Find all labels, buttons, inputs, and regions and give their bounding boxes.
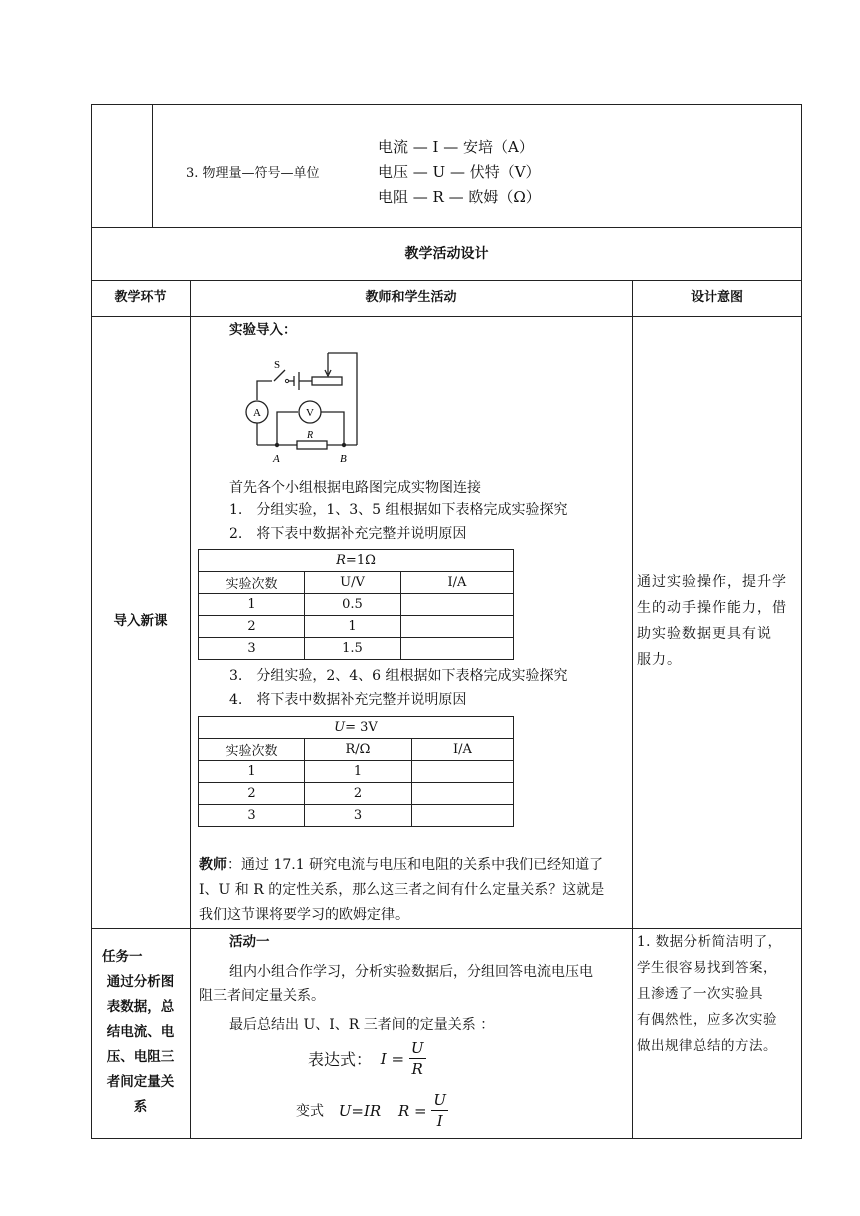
table2-title-symbol: U xyxy=(334,720,346,735)
step-1: 1. 分组实验，1、3、5 组根据如下表格完成实验探究 xyxy=(229,502,568,518)
activity-heading: 活动一 xyxy=(229,934,270,950)
table1-header: U/V xyxy=(305,572,401,594)
teacher-label: 教师 xyxy=(199,857,227,873)
task-line: 压、电阻三 xyxy=(106,1049,175,1065)
table1-cell: 1 xyxy=(305,616,401,638)
voltage-row: 电压 — U — 伏特（V） xyxy=(378,163,541,181)
formula-label: 表达式： xyxy=(308,1050,373,1069)
table1-title xyxy=(199,550,514,572)
activity-para-2: 阻三者间定量关系。 xyxy=(199,988,325,1004)
top-divider xyxy=(152,104,153,228)
table2-header: R/Ω xyxy=(305,739,412,761)
table1-header: I/A xyxy=(401,572,514,594)
intent-line: 服力。 xyxy=(637,652,682,668)
task-line: 表数据，总 xyxy=(106,999,175,1015)
intent-line: 生的动手操作能力，借 xyxy=(637,600,787,616)
intent-line: 学生很容易找到答案， xyxy=(637,960,777,976)
table2-header: I/A xyxy=(412,739,514,761)
step-4: 4. 将下表中数据补充完整并说明原因 xyxy=(229,692,467,708)
table2-title xyxy=(199,717,514,739)
table1-cell: 1.5 xyxy=(305,638,401,660)
table2-cell: 3 xyxy=(305,805,412,827)
table2-cell: 3 xyxy=(199,805,305,827)
point-a-label: A xyxy=(273,453,280,465)
task-line: 通过分析图 xyxy=(106,974,175,990)
experiment-heading: 实验导入： xyxy=(229,322,297,338)
intent-line: 且渗透了一次实验具 xyxy=(637,986,763,1002)
intent-line: 做出规律总结的方法。 xyxy=(637,1038,777,1054)
intent-line: 助实验数据更具有说 xyxy=(637,626,772,642)
step-2: 2. 将下表中数据补充完整并说明原因 xyxy=(229,526,467,542)
variant-2-fraction xyxy=(431,1090,448,1131)
table1-title-symbol: R xyxy=(336,553,346,568)
table1-header: 实验次数 xyxy=(199,572,305,594)
resistance-row: 电阻 — R — 欧姆（Ω） xyxy=(378,188,541,206)
formula-denominator: R xyxy=(411,1060,423,1078)
table2-cell: 1 xyxy=(305,761,412,783)
formula-lhs: I = xyxy=(380,1049,405,1068)
teacher-text-line-3: 我们这节课将要学习的欧姆定律。 xyxy=(199,907,409,923)
activity-para-1: 组内小组合作学习，分析实验数据后，分组回答电流电压电 xyxy=(229,964,593,980)
variant-2-numerator: U xyxy=(433,1091,447,1109)
variant-label: 变式 xyxy=(296,1103,324,1120)
ohms-law-formula xyxy=(308,1038,426,1079)
table2-title-rest: = 3V xyxy=(345,720,378,735)
table2-cell: 2 xyxy=(199,783,305,805)
intent-line: 1. 数据分析简洁明了， xyxy=(637,934,782,950)
task-title: 任务一 xyxy=(102,949,143,965)
table2-cell[interactable] xyxy=(412,805,514,827)
table2-header: 实验次数 xyxy=(199,739,305,761)
teacher-text-line-1: ：通过 17.1 研究电流与电压和电阻的关系中我们已经知道了 xyxy=(227,857,604,873)
column-header-activity: 教师和学生活动 xyxy=(365,290,457,305)
ohms-law-variants xyxy=(296,1090,448,1131)
formula-numerator: U xyxy=(410,1039,424,1057)
resistor-label: R xyxy=(307,430,314,441)
formula-fraction xyxy=(409,1038,426,1079)
column-header-stage: 教学环节 xyxy=(114,290,167,305)
task-line: 结电流、电 xyxy=(106,1024,175,1040)
table2-cell[interactable] xyxy=(412,783,514,805)
circuit-diagram xyxy=(230,348,365,468)
table1-cell[interactable] xyxy=(401,616,514,638)
col-divider-2 xyxy=(632,280,633,1139)
activity-para-3: 最后总结出 U、I、R 三者间的定量关系 ： xyxy=(229,1017,495,1033)
variant-2-lhs: R = xyxy=(398,1101,427,1120)
task-line: 系 xyxy=(133,1099,148,1115)
stage-intro: 导入新课 xyxy=(113,613,168,629)
intent-line: 通过实验操作，提升学 xyxy=(637,574,787,590)
teacher-text-line-2: I、U 和 R 的定性关系，那么这三者之间有什么定量关系？这就是 xyxy=(199,882,605,898)
point-b-label: B xyxy=(340,453,347,465)
column-header-intent: 设计意图 xyxy=(690,290,743,305)
step-3: 3. 分组实验，2、4、6 组根据如下表格完成实验探究 xyxy=(229,668,568,684)
stage-task-one xyxy=(94,945,187,1120)
intent-row1 xyxy=(637,569,799,673)
variant-2-denominator: I xyxy=(436,1112,443,1130)
intent-line: 有偶然性，应多次实验 xyxy=(637,1012,777,1028)
table1-cell: 3 xyxy=(199,638,305,660)
voltmeter-label: V xyxy=(306,407,314,419)
section-title: 教学活动设计 xyxy=(404,246,489,262)
switch-label: S xyxy=(274,359,281,371)
data-table-voltage xyxy=(198,716,514,827)
intro-text: 首先各个小组根据电路图完成实物图连接 xyxy=(229,480,481,496)
data-table-resistance xyxy=(198,549,514,660)
table1-cell[interactable] xyxy=(401,638,514,660)
table2-cell: 2 xyxy=(305,783,412,805)
table1-cell: 0.5 xyxy=(305,594,401,616)
col-divider-1 xyxy=(190,280,191,1139)
teacher-paragraph xyxy=(199,853,629,928)
current-row: 电流 — I — 安培（A） xyxy=(378,138,534,156)
header-bottom-line xyxy=(91,316,802,317)
table1-cell: 2 xyxy=(199,616,305,638)
variant-1: U=IR xyxy=(338,1101,382,1120)
table1-cell[interactable] xyxy=(401,594,514,616)
quantity-symbol-unit-label: 3. 物理量—符号—单位 xyxy=(186,166,320,181)
table2-cell: 1 xyxy=(199,761,305,783)
intent-row2 xyxy=(637,929,801,1059)
task-line: 者间定量关 xyxy=(106,1074,175,1090)
table1-cell: 1 xyxy=(199,594,305,616)
table1-title-rest: =1Ω xyxy=(345,553,376,568)
ammeter-label: A xyxy=(253,407,261,419)
table2-cell[interactable] xyxy=(412,761,514,783)
